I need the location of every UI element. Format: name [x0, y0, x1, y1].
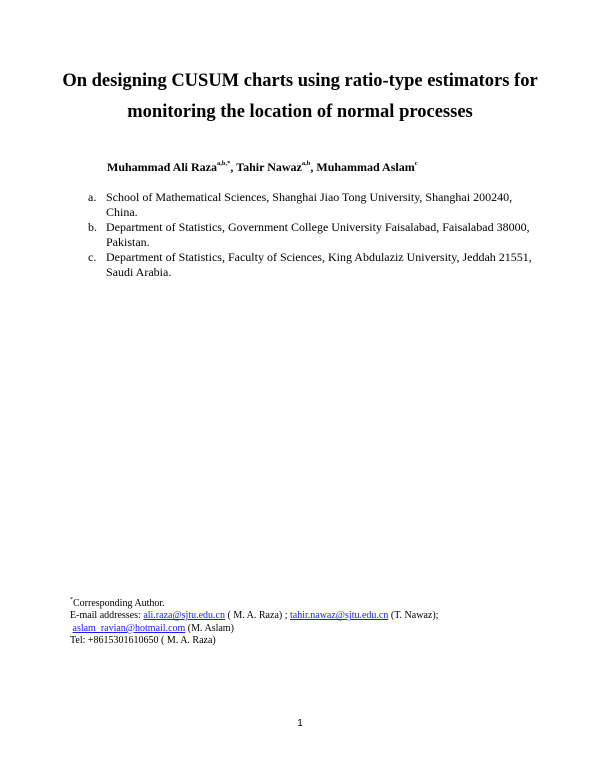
affiliation-list [88, 190, 538, 280]
title-line-1: On designing CUSUM charts using ratio-type estimators for [62, 71, 538, 91]
title-line-2: monitoring the location of normal processes [127, 102, 473, 122]
email-owner: ( M. A. Raza) ; [225, 610, 290, 622]
author-affiliation-sup: a,b,* [217, 160, 231, 167]
author-affiliation-sup: c [414, 160, 418, 167]
author-separator: , [230, 160, 237, 174]
affiliation-text: Department of Statistics, Government College University Faisalabad, Faisalabad 38000, Pakistan. [106, 220, 530, 249]
affiliation-item [88, 190, 538, 220]
affiliation-mark: b. [88, 220, 97, 234]
email-label: E-mail addresses: [70, 610, 144, 622]
email-line-2 [70, 623, 550, 635]
author-name: Tahir Nawaz [236, 160, 302, 174]
corresponding-text: Corresponding Author. [73, 598, 165, 609]
author-list [107, 160, 418, 175]
author-separator: , [310, 160, 317, 174]
affiliation-mark: a. [88, 190, 97, 204]
author-name: Muhammad Ali Raza [107, 160, 218, 174]
corresponding-footnote [70, 594, 550, 648]
affiliation-item [88, 220, 538, 250]
affiliation-mark: c. [88, 250, 97, 264]
corresponding-author-line [70, 594, 550, 610]
paper-title [40, 66, 560, 128]
email-link-aslam[interactable]: aslam_ravian@hotmail.com [72, 622, 186, 634]
author-name: Muhammad Aslam [316, 160, 415, 174]
email-link-raza[interactable]: ali.raza@sjtu.edu.cn [143, 610, 225, 622]
telephone-line: Tel: +8615301610650 ( M. A. Raza) [70, 635, 216, 647]
page-number: 1 [297, 718, 303, 729]
email-owner: (M. Aslam) [185, 622, 234, 634]
corresponding-sup: * [70, 597, 73, 603]
affiliation-item [88, 250, 538, 280]
email-link-nawaz[interactable]: tahir.nawaz@sjtu.edu.cn [290, 610, 389, 622]
affiliation-text: Department of Statistics, Faculty of Sciences, King Abdulaziz University, Jeddah 21551, Saudi Arabia. [106, 250, 532, 279]
affiliation-text: School of Mathematical Sciences, Shanghai Jiao Tong University, Shanghai 200240, China. [106, 190, 513, 219]
email-line [70, 610, 550, 622]
email-owner: (T. Nawaz); [388, 610, 439, 622]
author-affiliation-sup: a,b [301, 160, 311, 167]
